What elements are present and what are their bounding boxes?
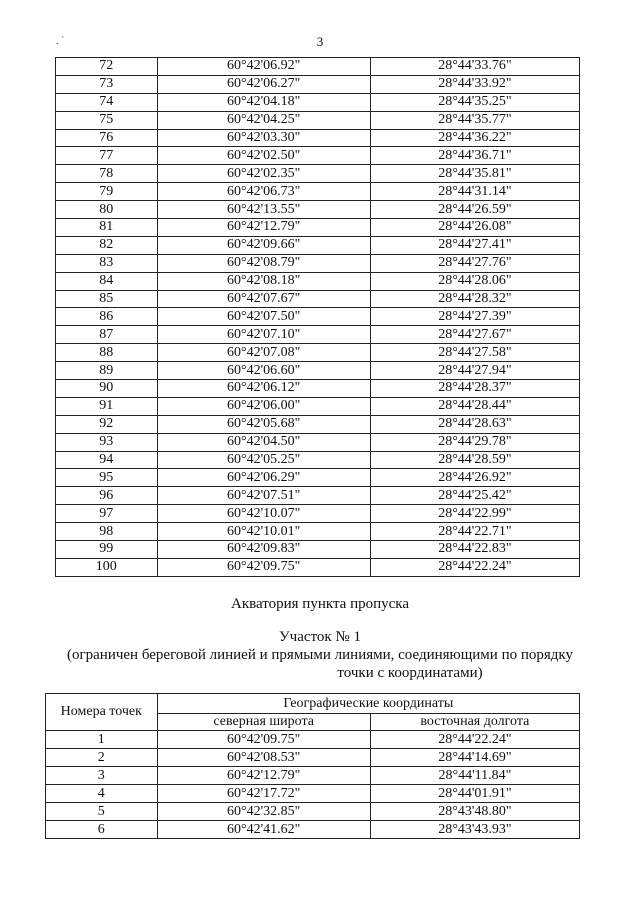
table-row — [56, 469, 580, 487]
latitude-cell: 60°42'05.25" — [157, 451, 370, 469]
section-heading: Акватория пункта пропуска — [230, 596, 410, 612]
plot-coordinates-table-body — [46, 731, 580, 839]
point-number: 88 — [56, 344, 158, 362]
longitude-cell: 28°44'27.41" — [370, 236, 579, 254]
point-number: 94 — [56, 451, 158, 469]
latitude-cell: 60°42'05.68" — [157, 415, 370, 433]
table-row — [56, 397, 580, 415]
point-number: 5 — [46, 803, 158, 821]
latitude-cell: 60°42'06.60" — [157, 362, 370, 380]
longitude-cell: 28°44'26.92" — [370, 469, 579, 487]
latitude-cell: 60°42'12.79" — [157, 767, 370, 785]
header-geographic-coordinates: Географические координаты — [157, 694, 579, 714]
latitude-cell: 60°42'04.18" — [157, 93, 370, 111]
longitude-cell: 28°44'11.84" — [370, 767, 579, 785]
point-number: 90 — [56, 380, 158, 398]
longitude-cell: 28°44'27.67" — [370, 326, 579, 344]
table-row — [56, 201, 580, 219]
longitude-cell: 28°44'27.76" — [370, 254, 579, 272]
longitude-cell: 28°44'28.32" — [370, 290, 579, 308]
table-row — [56, 290, 580, 308]
latitude-cell: 60°42'04.50" — [157, 433, 370, 451]
point-number: 3 — [46, 767, 158, 785]
longitude-cell: 28°44'31.14" — [370, 183, 579, 201]
plot-description-line1: (ограничен береговой линией и прямыми линиями, соединяющими по порядку — [66, 647, 573, 663]
point-number: 1 — [46, 731, 158, 749]
longitude-cell: 28°43'43.93" — [370, 821, 579, 839]
header-point-numbers: Номера точек — [46, 694, 158, 731]
latitude-cell: 60°42'06.92" — [157, 58, 370, 76]
point-number: 97 — [56, 505, 158, 523]
latitude-cell: 60°42'06.73" — [157, 183, 370, 201]
point-number: 76 — [56, 129, 158, 147]
longitude-cell: 28°44'27.58" — [370, 344, 579, 362]
table-row — [56, 505, 580, 523]
latitude-cell: 60°42'06.27" — [157, 75, 370, 93]
page-number: 3 — [316, 34, 324, 49]
latitude-cell: 60°42'07.67" — [157, 290, 370, 308]
table-row — [56, 236, 580, 254]
longitude-cell: 28°44'25.42" — [370, 487, 579, 505]
point-number: 93 — [56, 433, 158, 451]
latitude-cell: 60°42'10.07" — [157, 505, 370, 523]
longitude-cell: 28°44'28.63" — [370, 415, 579, 433]
coordinates-table-continued — [55, 57, 580, 577]
table-row — [56, 111, 580, 129]
point-number: 91 — [56, 397, 158, 415]
header-latitude: северная широта — [157, 714, 370, 731]
longitude-cell: 28°44'22.24" — [370, 731, 579, 749]
table-row — [56, 58, 580, 76]
margin-marks: . ` — [56, 36, 65, 47]
table-row — [46, 767, 580, 785]
header-longitude: восточная долгота — [370, 714, 579, 731]
table-row — [56, 219, 580, 237]
latitude-cell: 60°42'07.51" — [157, 487, 370, 505]
point-number: 86 — [56, 308, 158, 326]
table-row — [56, 451, 580, 469]
point-number: 74 — [56, 93, 158, 111]
table-row — [56, 308, 580, 326]
latitude-cell: 60°42'09.83" — [157, 541, 370, 559]
point-number: 80 — [56, 201, 158, 219]
longitude-cell: 28°44'35.25" — [370, 93, 579, 111]
table-row — [56, 129, 580, 147]
point-number: 2 — [46, 749, 158, 767]
table-row — [56, 75, 580, 93]
point-number: 72 — [56, 58, 158, 76]
table-row — [56, 558, 580, 576]
table-row — [56, 254, 580, 272]
point-number: 85 — [56, 290, 158, 308]
latitude-cell: 60°42'41.62" — [157, 821, 370, 839]
latitude-cell: 60°42'32.85" — [157, 803, 370, 821]
longitude-cell: 28°44'22.24" — [370, 558, 579, 576]
latitude-cell: 60°42'08.79" — [157, 254, 370, 272]
latitude-cell: 60°42'08.18" — [157, 272, 370, 290]
longitude-cell: 28°44'36.71" — [370, 147, 579, 165]
latitude-cell: 60°42'13.55" — [157, 201, 370, 219]
longitude-cell: 28°44'26.59" — [370, 201, 579, 219]
table-row — [56, 523, 580, 541]
point-number: 73 — [56, 75, 158, 93]
point-number: 100 — [56, 558, 158, 576]
table-row — [56, 183, 580, 201]
longitude-cell: 28°44'27.39" — [370, 308, 579, 326]
table-row — [56, 326, 580, 344]
table-row — [46, 803, 580, 821]
point-number: 81 — [56, 219, 158, 237]
point-number: 98 — [56, 523, 158, 541]
longitude-cell: 28°44'22.71" — [370, 523, 579, 541]
latitude-cell: 60°42'03.30" — [157, 129, 370, 147]
table-row — [46, 749, 580, 767]
latitude-cell: 60°42'17.72" — [157, 785, 370, 803]
point-number: 96 — [56, 487, 158, 505]
point-number: 87 — [56, 326, 158, 344]
longitude-cell: 28°44'35.77" — [370, 111, 579, 129]
table-row — [56, 93, 580, 111]
latitude-cell: 60°42'08.53" — [157, 749, 370, 767]
table-row — [56, 272, 580, 290]
longitude-cell: 28°44'28.06" — [370, 272, 579, 290]
coordinates-table-body — [56, 58, 580, 577]
point-number: 99 — [56, 541, 158, 559]
latitude-cell: 60°42'09.75" — [157, 558, 370, 576]
table-row — [56, 147, 580, 165]
plot-description-line2: точки с координатами) — [337, 665, 483, 681]
longitude-cell: 28°44'35.81" — [370, 165, 579, 183]
latitude-cell: 60°42'02.35" — [157, 165, 370, 183]
latitude-cell: 60°42'09.66" — [157, 236, 370, 254]
point-number: 83 — [56, 254, 158, 272]
longitude-cell: 28°44'28.59" — [370, 451, 579, 469]
longitude-cell: 28°44'28.37" — [370, 380, 579, 398]
point-number: 84 — [56, 272, 158, 290]
longitude-cell: 28°44'27.94" — [370, 362, 579, 380]
longitude-cell: 28°44'28.44" — [370, 397, 579, 415]
longitude-cell: 28°44'36.22" — [370, 129, 579, 147]
latitude-cell: 60°42'07.10" — [157, 326, 370, 344]
longitude-cell: 28°44'22.99" — [370, 505, 579, 523]
longitude-cell: 28°44'26.08" — [370, 219, 579, 237]
point-number: 77 — [56, 147, 158, 165]
latitude-cell: 60°42'07.08" — [157, 344, 370, 362]
table-row — [46, 731, 580, 749]
table-row — [56, 487, 580, 505]
table-row — [56, 165, 580, 183]
point-number: 4 — [46, 785, 158, 803]
point-number: 79 — [56, 183, 158, 201]
longitude-cell: 28°43'48.80" — [370, 803, 579, 821]
latitude-cell: 60°42'07.50" — [157, 308, 370, 326]
point-number: 89 — [56, 362, 158, 380]
longitude-cell: 28°44'22.83" — [370, 541, 579, 559]
table-row — [56, 380, 580, 398]
point-number: 75 — [56, 111, 158, 129]
latitude-cell: 60°42'12.79" — [157, 219, 370, 237]
point-number: 82 — [56, 236, 158, 254]
table-row — [56, 344, 580, 362]
longitude-cell: 28°44'01.91" — [370, 785, 579, 803]
latitude-cell: 60°42'06.12" — [157, 380, 370, 398]
latitude-cell: 60°42'06.29" — [157, 469, 370, 487]
point-number: 78 — [56, 165, 158, 183]
latitude-cell: 60°42'04.25" — [157, 111, 370, 129]
latitude-cell: 60°42'06.00" — [157, 397, 370, 415]
longitude-cell: 28°44'33.76" — [370, 58, 579, 76]
longitude-cell: 28°44'29.78" — [370, 433, 579, 451]
point-number: 95 — [56, 469, 158, 487]
longitude-cell: 28°44'14.69" — [370, 749, 579, 767]
latitude-cell: 60°42'02.50" — [157, 147, 370, 165]
point-number: 92 — [56, 415, 158, 433]
table-row — [56, 541, 580, 559]
table-row — [56, 433, 580, 451]
table-row — [56, 415, 580, 433]
table-row — [56, 362, 580, 380]
point-number: 6 — [46, 821, 158, 839]
longitude-cell: 28°44'33.92" — [370, 75, 579, 93]
table-row — [46, 785, 580, 803]
latitude-cell: 60°42'10.01" — [157, 523, 370, 541]
plot-coordinates-table — [45, 693, 580, 839]
plot-title: Участок № 1 — [279, 629, 361, 645]
table-row — [46, 821, 580, 839]
latitude-cell: 60°42'09.75" — [157, 731, 370, 749]
